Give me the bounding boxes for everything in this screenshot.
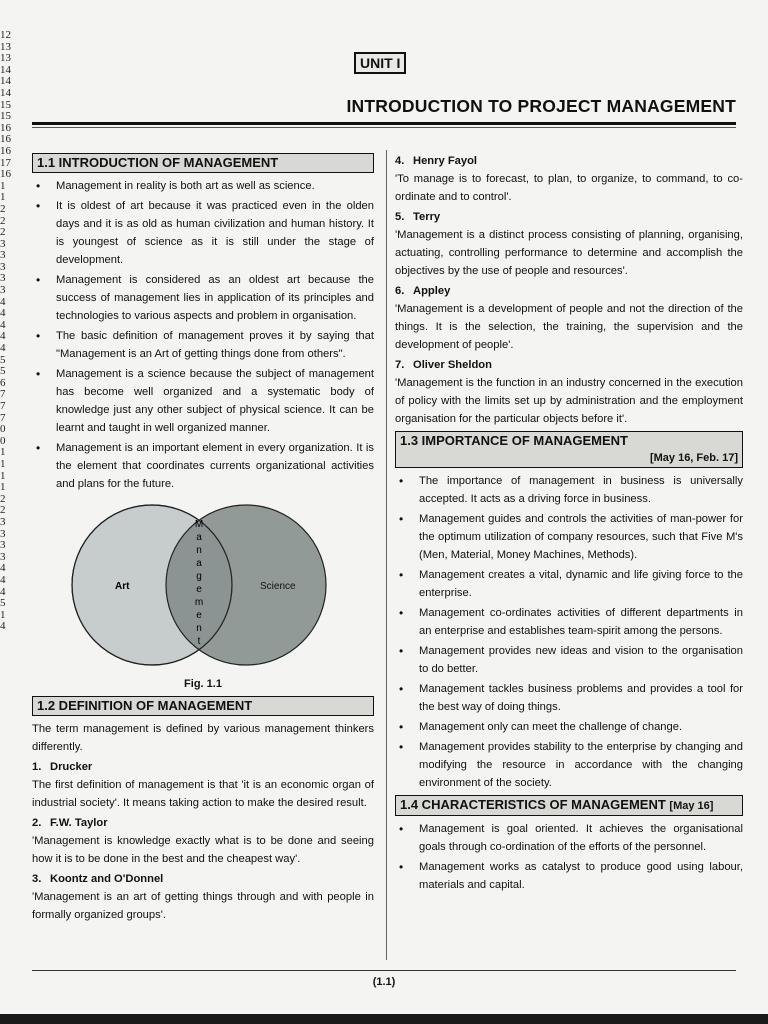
definition-heading: 7. Oliver Sheldon	[395, 359, 492, 371]
margin-number: 6	[0, 376, 6, 389]
margin-number: 1	[0, 469, 6, 482]
intro-bullet-list	[32, 177, 374, 493]
footer-rule	[32, 970, 736, 971]
figure-caption: Fig. 1.1	[184, 678, 222, 690]
definition-heading: 1. Drucker	[32, 761, 93, 773]
science-circle	[166, 505, 326, 665]
margin-number: 0	[0, 423, 6, 436]
definition-heading: 6. Appley	[395, 285, 451, 297]
margin-number: 1	[0, 191, 6, 204]
venn-diagram	[32, 497, 374, 673]
margin-number: 3	[0, 237, 6, 250]
list-item: • Management is a science because the subject of management has become well organized and a systematic body of knowledge just any other subject of physical science. It can be learnt and taught in well organized manner.	[32, 365, 374, 437]
exam-tag: [May 16]	[669, 800, 714, 812]
margin-number: 7	[0, 411, 6, 424]
margin-number: 2	[0, 202, 6, 215]
overlap-letter: M	[194, 519, 204, 530]
margin-number: 1	[0, 179, 6, 192]
exam-tag: [May 16, Feb. 17]	[649, 452, 738, 464]
margin-number: 14	[0, 63, 11, 76]
margin-number: 13	[0, 52, 11, 65]
definition-intro: The term management is defined by various management thinkers differently.	[32, 723, 374, 753]
science-label: Science	[260, 581, 296, 592]
definition-text: The first definition of management is that 'it is an economic organ of industrial society'. It means taking action to make the desired result.	[32, 779, 374, 809]
margin-number: 4	[0, 307, 6, 320]
margin-number: 1	[0, 446, 6, 459]
overlap-letter: n	[196, 623, 202, 634]
margin-number: 16	[0, 168, 11, 181]
margin-number: 14	[0, 75, 11, 88]
list-item: • Management creates a vital, dynamic and life giving force to the enterprise.	[395, 566, 743, 602]
margin-number: 5	[0, 353, 6, 366]
margin-number: 7	[0, 400, 6, 412]
margin-number: 1	[0, 481, 6, 494]
overlap-letter: a	[196, 532, 202, 543]
page-title: INTRODUCTION TO PROJECT MANAGEMENT	[346, 96, 736, 116]
definition-text: 'Management is an art of getting things through and with people in formally organized groups'.	[32, 891, 374, 921]
overlap-letter: e	[196, 584, 202, 595]
importance-bullet-list	[395, 472, 743, 792]
page-number: (1.1)	[372, 976, 396, 988]
margin-number: 7	[0, 388, 6, 401]
margin-number: 3	[0, 539, 6, 552]
definition-text: 'Management is a development of people and not the direction of the things. It is the selection, the training, the supervision and the development of people'.	[395, 303, 743, 351]
list-item: • Management guides and controls the activities of man-power for the optimum utilization of company resources, such that Five M's (Men, Material, Money Machines, Methods).	[395, 510, 743, 564]
scan-edge	[0, 1014, 768, 1024]
list-item: • Management is an important element in every organization. It is the element that coordinates currents organizational activities and plans for the future.	[32, 439, 374, 493]
list-item: • Management only can meet the challenge of change.	[395, 718, 743, 736]
margin-number: 4	[0, 620, 6, 633]
column-divider	[386, 150, 387, 960]
overlap-letter: e	[196, 610, 202, 621]
margin-number: 14	[0, 86, 11, 99]
margin-number: 3	[0, 249, 6, 262]
definition-text: 'To manage is to forecast, to plan, to organize, to command, to co-ordinate and to control'.	[395, 173, 743, 203]
margin-number: 3	[0, 527, 6, 540]
overlap-letter: g	[196, 571, 202, 582]
margin-number: 4	[0, 585, 6, 598]
definition-text: 'Management is knowledge exactly what is to be done and seeing how it is to be done in the best and the cheapest way'.	[32, 835, 374, 865]
margin-number: 4	[0, 318, 6, 331]
margin-number: 5	[0, 365, 6, 378]
list-item: • The importance of management in business is universally accepted. It acts as a driving force in business.	[395, 472, 743, 508]
list-item: • Management co-ordinates activities of different departments in an enterprise and establishes team-spirit among the persons.	[395, 604, 743, 640]
unit-badge: UNIT I	[354, 52, 406, 74]
margin-number: 4	[0, 330, 6, 343]
margin-number: 3	[0, 260, 6, 273]
list-item: • Management in reality is both art as well as science.	[32, 177, 374, 195]
overlap-letter: a	[196, 558, 202, 569]
definition-heading: 2. F.W. Taylor	[32, 817, 108, 829]
art-label: Art	[115, 581, 130, 592]
title-rule-thin	[32, 127, 736, 128]
margin-number: 2	[0, 214, 6, 227]
margin-number: 12	[0, 29, 11, 41]
definition-heading: 5. Terry	[395, 211, 441, 223]
margin-number: 0	[0, 434, 6, 447]
right-column	[395, 150, 743, 896]
list-item: • Management works as catalyst to produce good using labour, materials and capital.	[395, 858, 743, 894]
section-heading-1-3: 1.3 IMPORTANCE OF MANAGEMENT [May 16, Feb. 17]	[395, 431, 743, 468]
definition-text: 'Management is the function in an industry concerned in the execution of policy with the limits set up by administration and the employment organisation for the particular objects before it'.	[395, 377, 743, 425]
margin-number: 5	[0, 597, 6, 610]
definition-heading: 3. Koontz and O'Donnel	[32, 873, 164, 885]
definition-heading: 4. Henry Fayol	[395, 155, 478, 167]
section-heading-1-2: 1.2 DEFINITION OF MANAGEMENT	[32, 696, 374, 716]
overlap-letter: t	[197, 636, 201, 647]
list-item: • Management tackles business problems and provides a tool for the best way of doing things.	[395, 680, 743, 716]
margin-number: 4	[0, 573, 6, 586]
margin-number: 17	[0, 156, 11, 169]
venn-svg	[32, 497, 374, 673]
list-item: • Management provides new ideas and vision to the organisation to do better.	[395, 642, 743, 678]
list-item: • Management is considered as an oldest art because the success of management lies in application of its principles and technologies to various aspects and problem in organisation.	[32, 271, 374, 325]
margin-number: 4	[0, 295, 6, 308]
margin-number: 1	[0, 608, 6, 621]
list-item: • Management provides stability to the enterprise by changing and modifying the resource in accordance with the changing environment of the society.	[395, 738, 743, 792]
overlap-letter: m	[194, 597, 204, 608]
margin-number: 15	[0, 110, 11, 123]
overlap-letter: n	[196, 545, 202, 556]
margin-number: 16	[0, 133, 11, 146]
margin-number: 15	[0, 98, 11, 111]
margin-number: 1	[0, 457, 6, 470]
margin-number: 16	[0, 144, 11, 157]
section-heading-1-4: 1.4 CHARACTERISTICS OF MANAGEMENT [May 16]	[395, 795, 743, 816]
margin-page-numbers	[0, 30, 14, 633]
margin-number: 16	[0, 121, 11, 134]
margin-number: 3	[0, 272, 6, 285]
left-column	[32, 150, 374, 926]
margin-number: 2	[0, 226, 6, 239]
margin-number: 2	[0, 504, 6, 517]
margin-number: 13	[0, 40, 11, 53]
characteristics-bullet-list	[395, 820, 743, 894]
margin-number: 3	[0, 515, 6, 528]
title-rule	[32, 122, 736, 125]
margin-number: 4	[0, 342, 6, 355]
margin-number: 4	[0, 562, 6, 575]
definition-text: 'Management is a distinct process consisting of planning, organising, actuating, controlling performance to determine and accomplish the objectives by the use of people and resources'.	[395, 229, 743, 277]
margin-number: 3	[0, 550, 6, 563]
margin-number: 2	[0, 492, 6, 505]
list-item: • The basic definition of management proves it by saying that "Management is an Art of getting things done from others".	[32, 327, 374, 363]
section-heading-1-1: 1.1 INTRODUCTION OF MANAGEMENT	[32, 153, 374, 173]
list-item: • Management is goal oriented. It achieves the organisational goals through co-ordination of the efforts of the personnel.	[395, 820, 743, 856]
list-item: • It is oldest of art because it was practiced even in the olden days and it is as old as human civilization and human history. It is youngest of science as it is still under the stage of development.	[32, 197, 374, 269]
margin-number: 3	[0, 284, 6, 297]
